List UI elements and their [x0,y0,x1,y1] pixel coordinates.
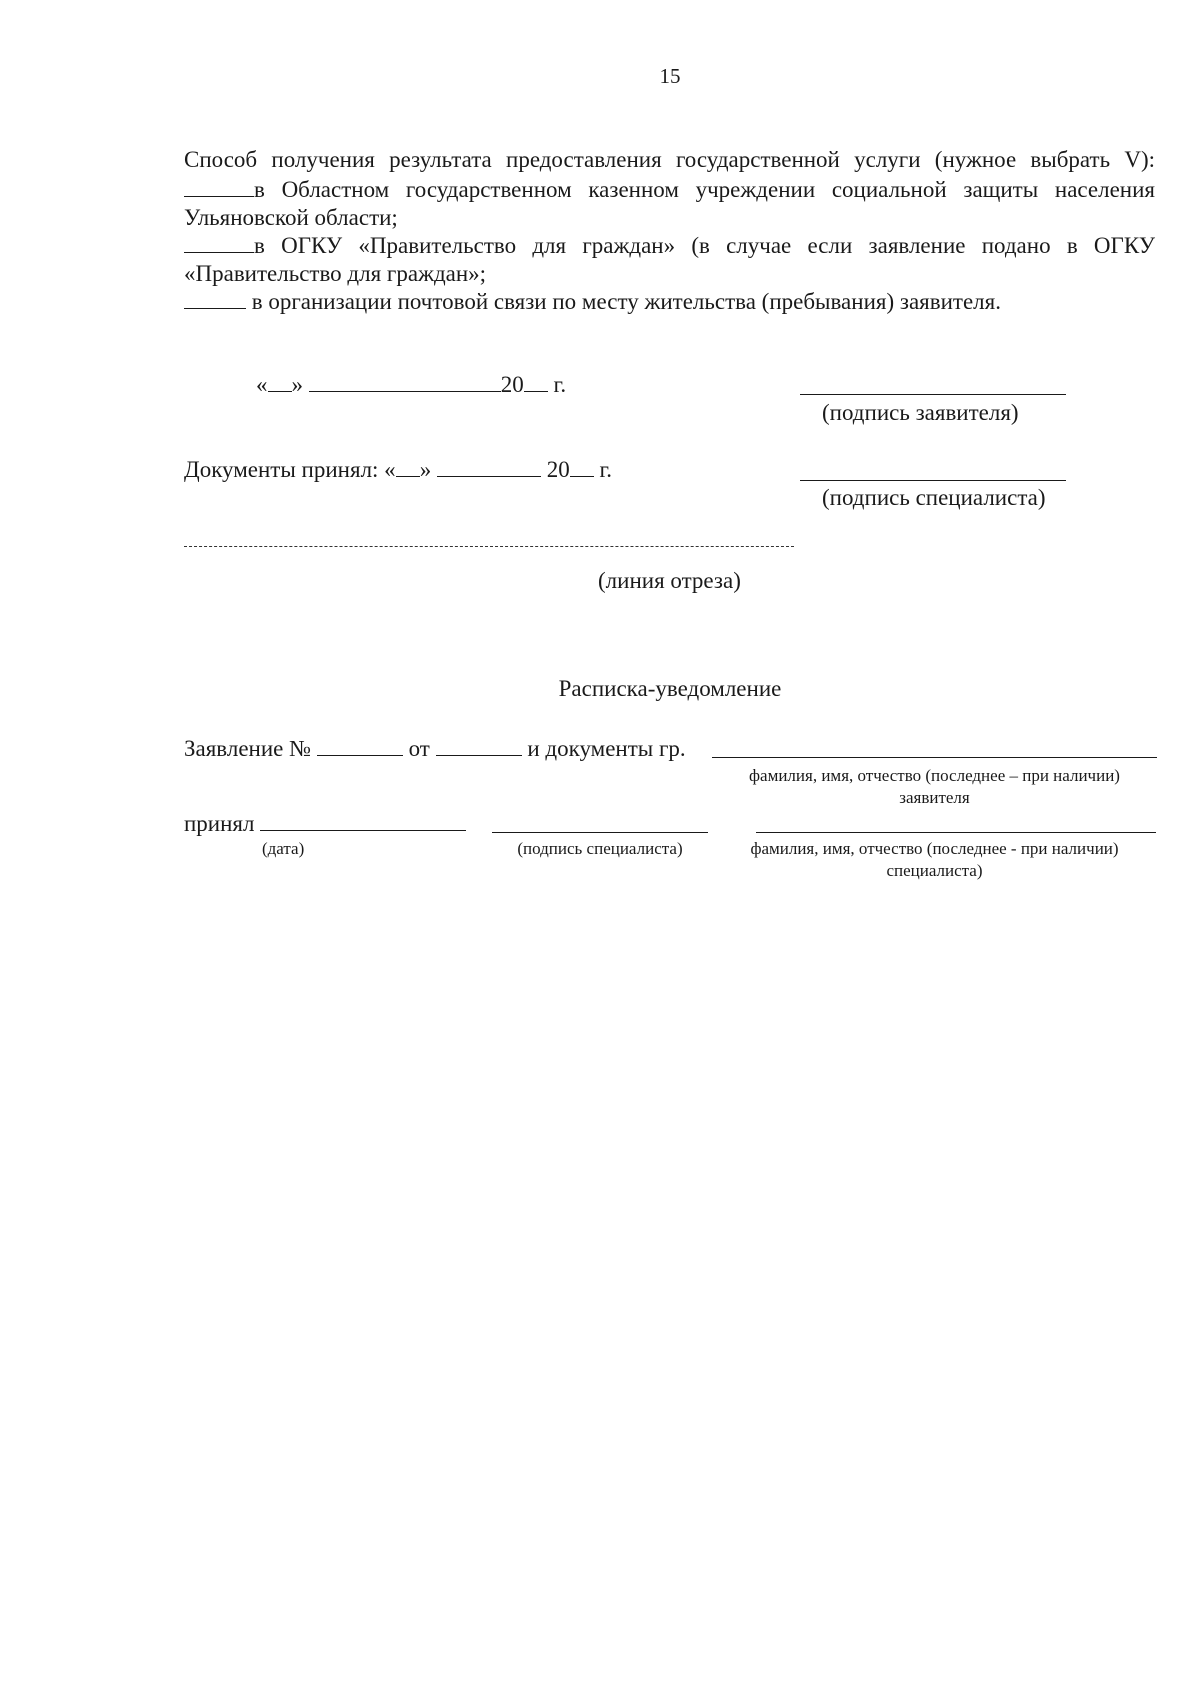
applicant-signature-caption: (подпись заявителя) [822,400,1019,425]
applicant-name-caption-2: заявителя [899,788,970,807]
option-1-line-1 [184,176,1155,204]
receipt-specialist-signature-caption: (подпись специалиста) [517,839,683,858]
receipt-title: Расписка-уведомление [558,676,782,701]
docs-day-blank [396,456,420,477]
option-3-blank [184,288,246,309]
option-2-text: в ОГКУ «Правительство для граждан» (в случае если заявление подано в ОГКУ [254,233,1155,258]
option-2-blank [184,232,254,253]
specialist-name-line [756,832,1156,833]
specialist-signature-caption: (подпись специалиста) [822,485,1046,510]
page-number: 15 [659,64,681,88]
option-1-line-2: Ульяновской области; [184,205,398,230]
docs-year-blank [570,456,594,477]
docs-accepted-label: Документы принял: « [184,457,396,482]
specialist-name-caption-1: фамилия, имя, отчество (последнее - при наличии) [750,839,1119,858]
cut-line-caption: (линия отреза) [598,568,741,593]
docs-label: и документы гр. [527,736,686,761]
docs-month-blank [437,456,541,477]
date-day-blank [268,371,292,392]
specialist-signature-line [800,480,1066,481]
statement-line [184,735,686,763]
docs-accepted-line [184,456,612,484]
date-month-blank [309,371,501,392]
docs-close-quote: » [419,457,432,482]
accepted-label: принял [184,811,255,836]
receipt-specialist-signature-line [492,832,708,833]
option-2-line-2: «Правительство для граждан»; [184,261,487,286]
from-label: от [408,736,430,761]
option-3-text: в организации почтовой связи по месту жительства (пребывания) заявителя. [246,289,1001,314]
accepted-date-blank [260,810,466,831]
date-open-quote: « [256,372,268,397]
date-year-prefix: 20 [500,372,524,397]
option-3-line [184,288,1001,316]
date-year-suffix: г. [547,372,567,397]
option-1-text: в Областном государственном казенном учреждении социальной защиты населения [254,177,1155,202]
statement-number-blank [317,735,403,756]
cut-line [184,546,794,547]
docs-year-prefix: 20 [546,457,570,482]
date-year-blank [524,371,548,392]
option-2-line-1 [184,232,1155,260]
docs-year-suffix: г. [593,457,613,482]
date-line [256,371,566,399]
date-close-quote: » [291,372,303,397]
option-1-blank [184,176,254,197]
method-heading: Способ получения результата предоставления государственной услуги (нужное выбрать V): [184,147,1155,172]
applicant-signature-line [800,394,1066,395]
applicant-name-caption-1: фамилия, имя, отчество (последнее – при наличии) [749,766,1120,785]
statement-label: Заявление № [184,736,312,761]
specialist-name-caption-2: специалиста) [886,861,983,880]
date-caption: (дата) [262,839,305,858]
accepted-line [184,810,466,838]
applicant-name-line [712,757,1157,758]
statement-date-blank [436,735,522,756]
